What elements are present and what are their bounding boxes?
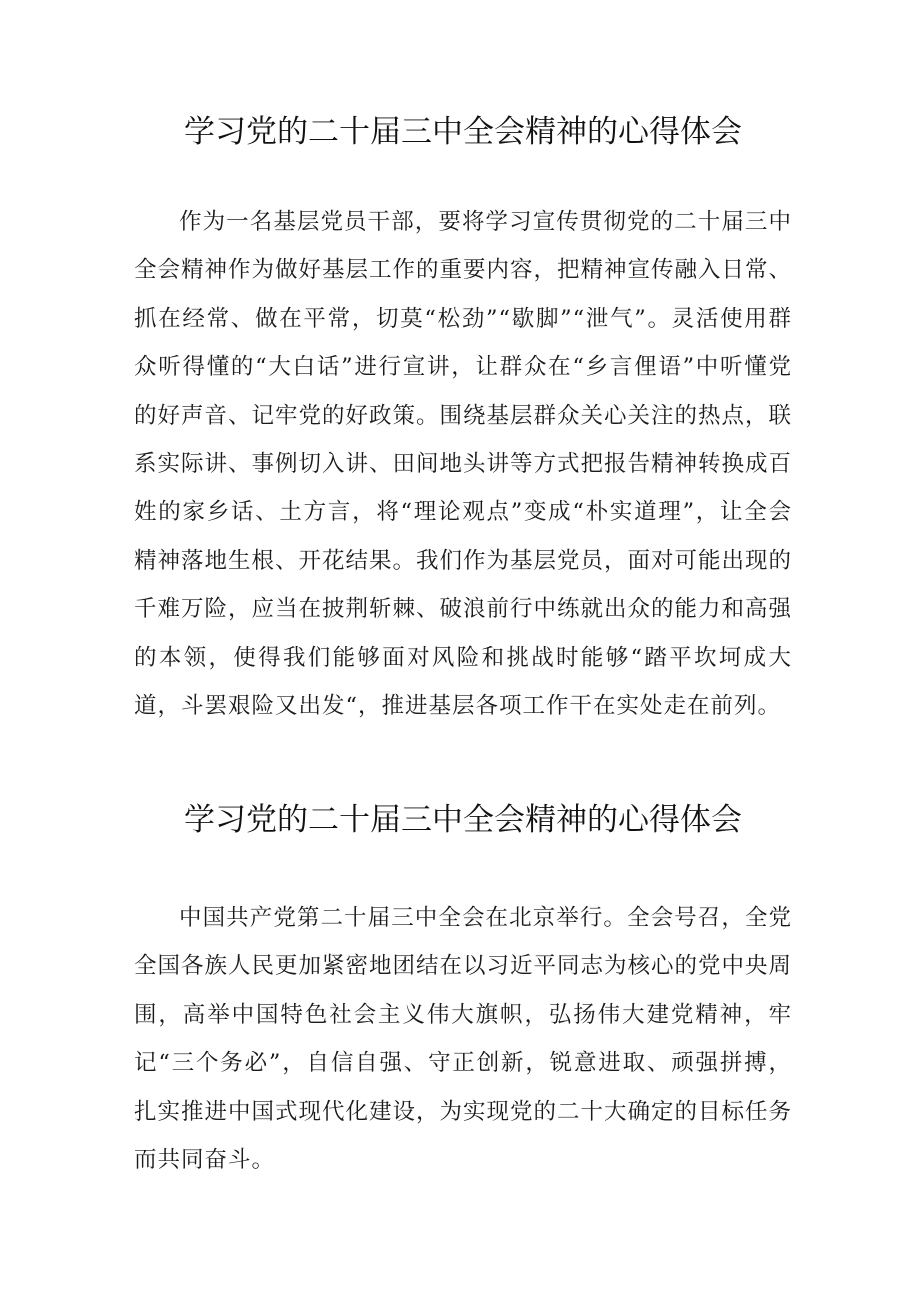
- article-body-1: 作为一名基层党员干部，要将学习宣传贯彻党的二十届三中全会精神作为做好基层工作的重要内容，把精神宣传融入日常、抓在经常、做在平常，切莫“松劲”“歇脚”“泄气”。灵活使用群众听得懂的“大白话”进行宣讲，让群众在“乡言俚语”中听懂党的好声音、记牢党的好政策。围绕基层群众关心关注的热点，联系实际讲、事例切入讲、田间地头讲等方式把报告精神转换成百姓的家乡话、土方言，将“理论观点”变成“朴实道理”，让全会精神落地生根、开花结果。我们作为基层党员，面对可能出现的千难万险，应当在披荆斩棘、破浪前行中练就出众的能力和高强的本领，使得我们能够面对风险和挑战时能够“踏平坎坷成大道，斗罢艰险又出发“，推进基层各项工作干在实处走在前列。: [134, 209, 793, 720]
- article-section-1: [134, 108, 792, 730]
- article-section-2: [134, 796, 792, 1184]
- article-title-2: 学习党的二十届三中全会精神的心得体会: [184, 802, 742, 838]
- article-title-1: 学习党的二十届三中全会精神的心得体会: [184, 114, 742, 150]
- article-body-2: 中国共产党第二十届三中全会在北京举行。全会号召，全党全国各族人民更加紧密地团结在以习近平同志为核心的党中央周围，高举中国特色社会主义伟大旗帜，弘扬伟大建党精神，牢记“三个务必”，自信自强、守正创新，锐意进取、顽强拼搏，扎实推进中国式现代化建设，为实现党的二十大确定的目标任务而共同奋斗。: [134, 905, 793, 1174]
